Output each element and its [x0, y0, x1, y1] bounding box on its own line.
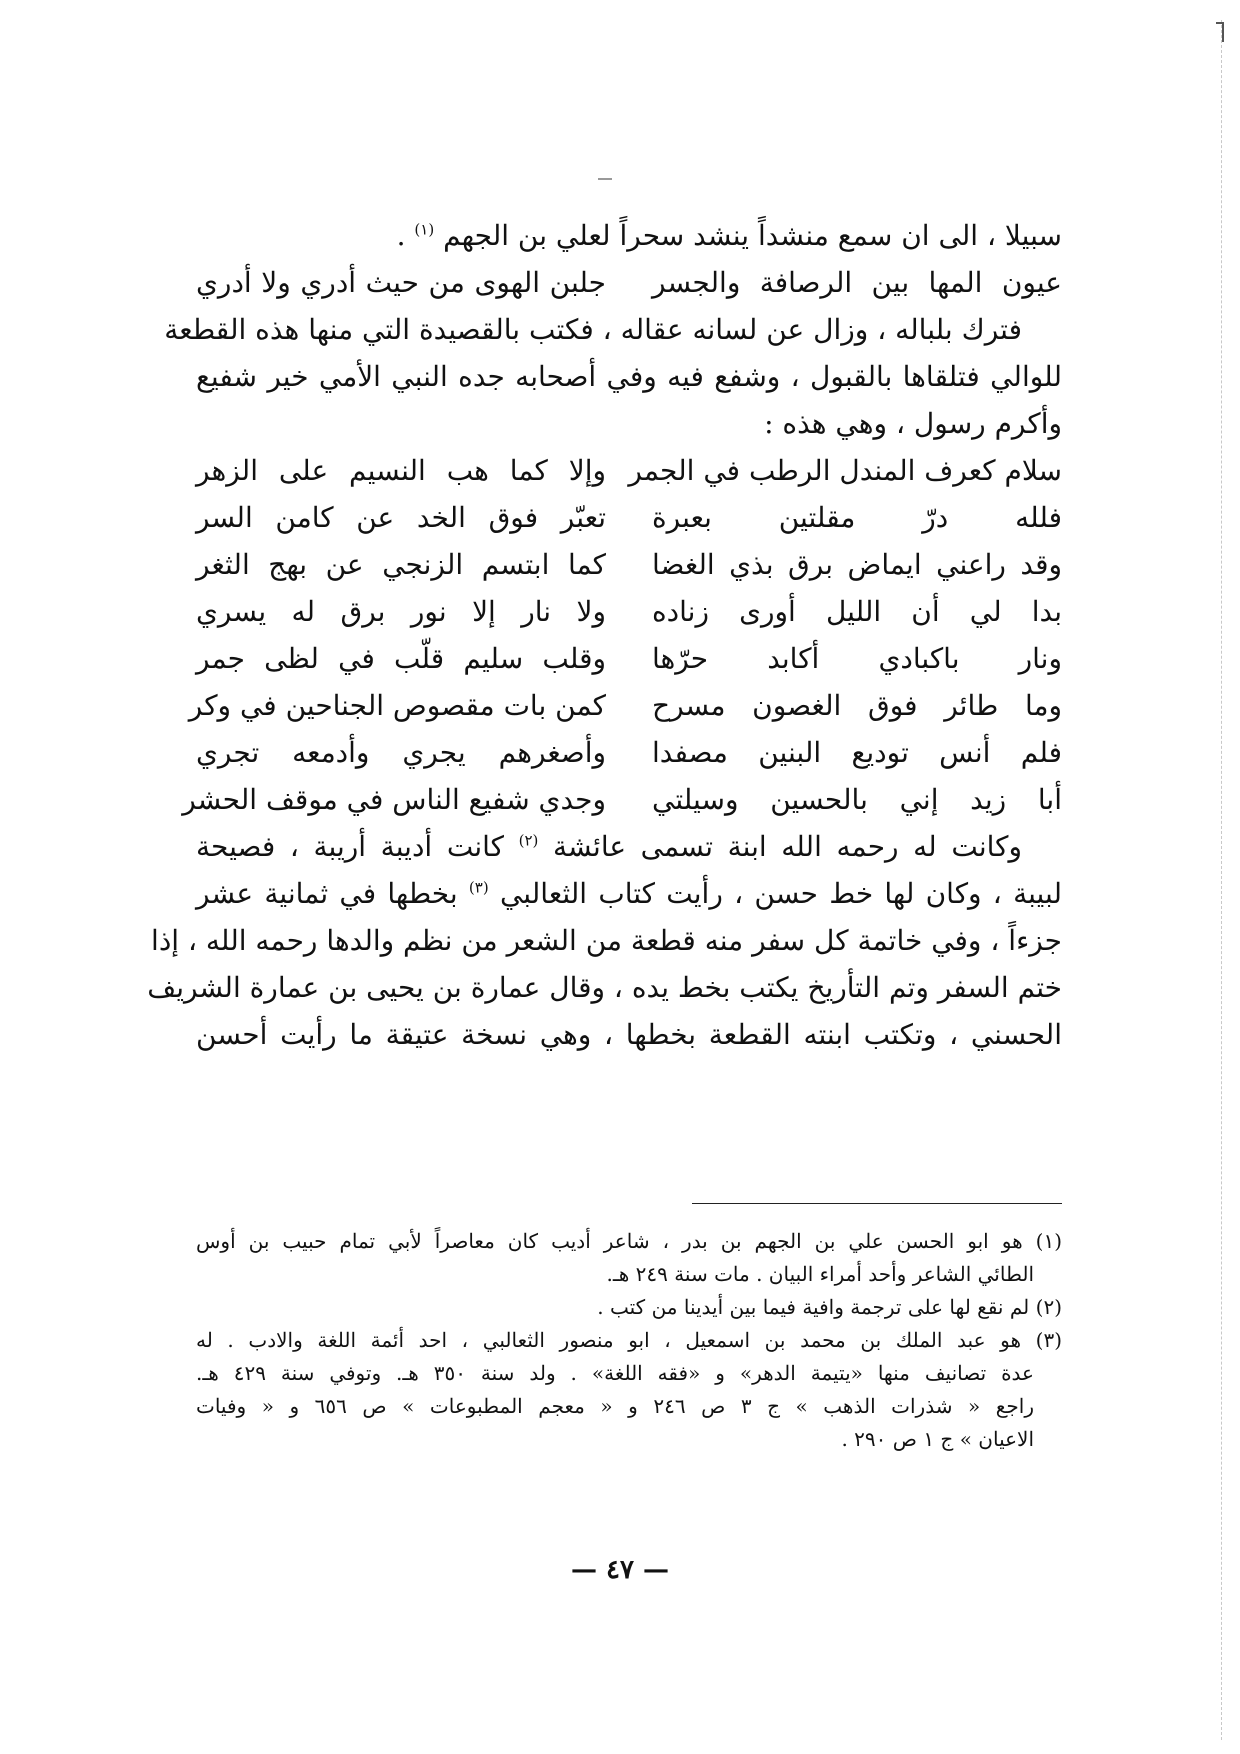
footnote-1-marker: (١): [1035, 1229, 1063, 1253]
poem-hemistich-right: وقد راعني ايماض برق بذي الغضا: [652, 548, 1062, 581]
para2-line-1: [196, 823, 1062, 870]
poem-hemistich-left: وجدي شفيع الناس في موقف الحشر: [182, 783, 606, 816]
poem-verse: [196, 447, 1062, 494]
poem-verse: [196, 588, 1062, 635]
footnote-1-text: هو ابو الحسن علي بن الجهم بن بدر ، شاعر أديب كان معاصراً لأبي تمام حبيب بن أوس: [196, 1229, 1023, 1253]
poem-hemistich-left: تعبّر فوق الخد عن كامن السر: [196, 501, 606, 534]
poem-hemistich-right: فلله درّ مقلتين بعبرة: [652, 501, 1062, 534]
text-line-1-content: سبيلا ، الى ان سمع منشداً ينشد سحراً لعلي بن الجهم: [443, 219, 1062, 252]
footnotes: [196, 1225, 1062, 1456]
footnote-ref-1: (١): [414, 220, 435, 239]
poem-hemistich-left: ولا نار إلا نور برق له يسري: [196, 595, 606, 628]
footnote-2-marker: (٢): [1035, 1295, 1062, 1319]
footnote-3-marker: (٣): [1035, 1328, 1062, 1352]
page-number: — ٤٧ —: [570, 1555, 670, 1585]
footnote-3-line-1: [196, 1324, 1062, 1357]
footnote-3-text: هو عبد الملك بن محمد بن اسمعيل ، ابو منصور الثعالبي ، احد أئمة اللغة والادب . له: [196, 1328, 1022, 1352]
footnote-1-line-2: الطائي الشاعر وأحد أمراء البيان . مات سنة ٢٤٩ هـ.: [606, 1262, 1034, 1286]
poem-verse: [196, 635, 1062, 682]
para2-line-1-a: وكانت له رحمه الله ابنة تسمى عائشة: [553, 830, 1023, 863]
para2-line-3: جزءاً ، وفي خاتمة كل سفر منه قطعة من الشعر من نظم والدها رحمه الله ، إذا: [151, 924, 1062, 957]
footnote-3-line-4: الاعيان » ج ١ ص ٢٩٠ .: [841, 1427, 1034, 1451]
para2-line-2-a: لبيبة ، وكان لها خط حسن ، رأيت كتاب الثعالبي: [499, 877, 1062, 910]
verse-intro-left: جلبن الهوى من حيث أدري ولا أدري: [196, 266, 606, 299]
footnote-2-text: لم نقع لها على ترجمة وافية فيما بين أيدينا من كتب .: [597, 1295, 1030, 1319]
poem-hemistich-right: أبا زيد إني بالحسين وسيلتي: [652, 783, 1062, 816]
para1-line-3: وأكرم رسول ، وهي هذه :: [764, 407, 1062, 440]
poem-hemistich-right: سلام كعرف المندل الرطب في الجمر: [628, 454, 1062, 487]
para2-line-4: ختم السفر وتم التأريخ يكتب بخط يده ، وقال عمارة بن يحيى بن عمارة الشريف: [147, 971, 1062, 1004]
page-edge-line: [1221, 20, 1222, 1740]
top-tick-mark: [598, 178, 612, 180]
poem-verse: [188, 682, 1062, 729]
main-text: [147, 212, 1062, 1058]
poem-verse: [196, 541, 1062, 588]
poem-hemistich-left: كمن بات مقصوص الجناحين في وكر: [188, 689, 606, 722]
poem-hemistich-left: كما ابتسم الزنجي عن بهج الثغر: [196, 548, 606, 581]
footnote-3-line-2: عدة تصانيف منها «يتيمة الدهر» و «فقه اللغة» . ولد سنة ٣٥٠ هـ. وتوفي سنة ٤٢٩ هـ.: [196, 1361, 1034, 1385]
poem-hemistich-right: بدا لي أن الليل أورى زناده: [652, 595, 1062, 628]
poem-hemistich-left: وقلب سليم قلّب في لظى جمر: [196, 642, 606, 675]
footnote-1-line-1: [196, 1225, 1062, 1258]
footnote-ref-2: (٢): [518, 831, 539, 850]
verse-intro: [196, 259, 1062, 306]
para2-line-5: الحسني ، وتكتب ابنته القطعة بخطها ، وهي نسخة عتيقة ما رأيت أحسن: [196, 1018, 1062, 1051]
poem-verse: [196, 729, 1062, 776]
para2-line-2-b: بخطها في ثمانية عشر: [196, 877, 458, 910]
para1-line-1: فترك بلباله ، وزال عن لسانه عقاله ، فكتب بالقصيدة التي منها هذه القطعة: [164, 313, 1022, 346]
footnote-3-line-3: راجع « شذرات الذهب » ج ٣ ص ٢٤٦ و « معجم المطبوعات » ص ٦٥٦ و « وفيات: [196, 1394, 1034, 1418]
text-line-1-end: .: [396, 219, 406, 252]
poem-hemistich-left: وأصغرهم يجري وأدمعه تجري: [196, 736, 606, 769]
para1-line-2: للوالي فتلقاها بالقبول ، وشفع فيه وفي أصحابه جده النبي الأمي خير شفيع: [196, 360, 1062, 393]
para2-line-2: [196, 870, 1062, 917]
verse-intro-right: عيون المها بين الرصافة والجسر: [652, 266, 1062, 299]
text-line-1: [196, 212, 1062, 259]
para2-line-1-b: كانت أديبة أريبة ، فصيحة: [196, 830, 504, 863]
poem-hemistich-right: فلم أنس توديع البنين مصفدا: [652, 736, 1062, 769]
footnote-ref-3: (٣): [468, 878, 489, 897]
poem-hemistich-right: ونار باكبادي أكابد حرّها: [652, 642, 1062, 675]
footnote-2-line-1: [196, 1291, 1062, 1324]
poem-hemistich-left: وإلا كما هب النسيم على الزهر: [196, 454, 606, 487]
poem-verse: [196, 494, 1062, 541]
poem-verse: [182, 776, 1062, 823]
poem-hemistich-right: وما طائر فوق الغصون مسرح: [652, 689, 1062, 722]
footnote-separator: [692, 1203, 1062, 1204]
page-corner-mark: [1216, 22, 1224, 42]
